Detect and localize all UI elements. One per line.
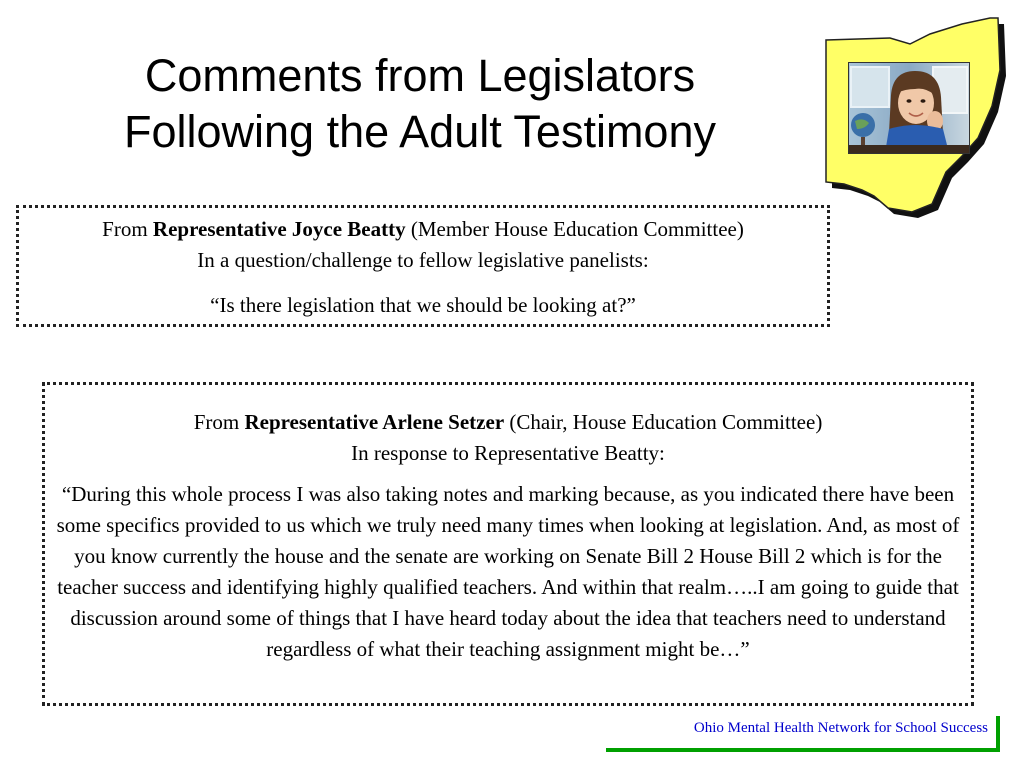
- comment2-role: (Chair, House Education Committee): [504, 410, 823, 434]
- comment2-speaker: Representative Arlene Setzer: [244, 410, 505, 434]
- title-line-2: Following the Adult Testimony: [124, 106, 716, 157]
- comment-box-setzer: [42, 382, 974, 706]
- comment1-role: (Member House Education Committee): [405, 217, 744, 241]
- comment2-attribution: [45, 407, 971, 438]
- comment1-prefix: From: [102, 217, 153, 241]
- comment1-quote: “Is there legislation that we should be looking at?”: [210, 293, 636, 317]
- title-line-1: Comments from Legislators: [144, 50, 696, 101]
- comment1-context: In a question/challenge to fellow legislative panelists:: [197, 248, 649, 272]
- comment2-prefix: From: [193, 410, 245, 434]
- comment-box-beatty: [16, 205, 830, 327]
- comment1-attribution: [19, 214, 827, 245]
- footer: [606, 716, 1000, 752]
- comment1-speaker: Representative Joyce Beatty: [152, 217, 406, 241]
- footer-accent-line: [606, 748, 1000, 752]
- comment2-context: In response to Representative Beatty:: [351, 441, 665, 465]
- comment2-quote: “During this whole process I was also taking notes and marking because, as you indicated there have been some specifics provided to us which we truly need many times when looking at legislation. And, as most of you know currently the house and the senate are working on Senate Bill 2 House Bill 2 which is for the teacher success and identifying highly qualified teachers. And within that realm…..I am going to guide that discussion around some of things that I have heard today about the idea that teachers need to understand regardless of what their teaching assignment might be…”: [56, 482, 960, 661]
- slide-title: [40, 48, 800, 160]
- footer-accent-bar: [996, 716, 1000, 752]
- girl-at-school-photo: [848, 62, 970, 154]
- footer-organization: Ohio Mental Health Network for School Success: [693, 720, 988, 736]
